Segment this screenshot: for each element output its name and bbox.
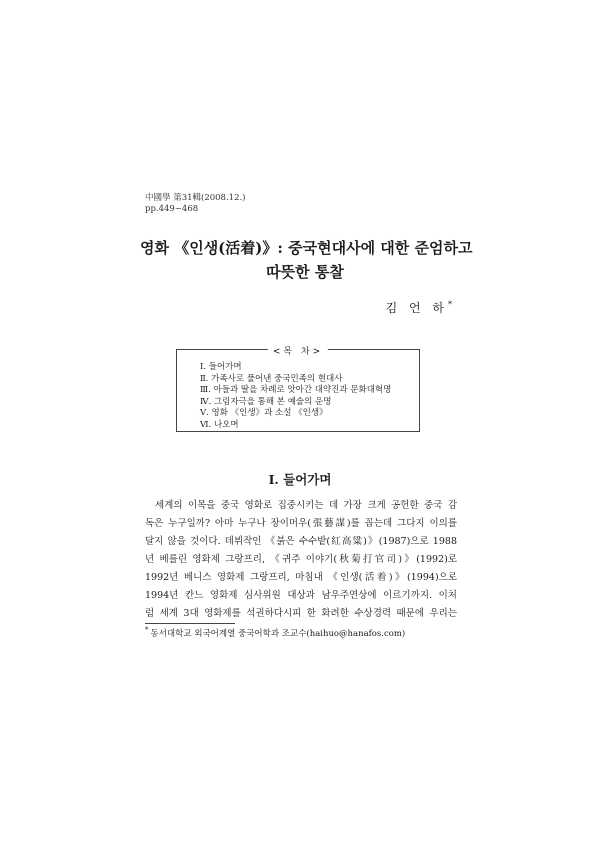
body-line xyxy=(145,533,457,551)
table-of-contents xyxy=(176,349,420,432)
body-line xyxy=(145,587,457,605)
footnote xyxy=(145,626,405,639)
toc-item: Ⅳ. 그림자극을 통해 본 예술의 운명 xyxy=(200,396,332,407)
body-line-text: 세계의 이목을 중국 영화로 집중시키는 데 가장 크게 공헌한 중국 감 xyxy=(155,500,457,511)
title-line-1: 영화 《인생(活着)》: 중국현대사에 대한 준엄하고 xyxy=(140,239,473,257)
toc-item: Ⅵ. 나오며 xyxy=(200,419,239,430)
footnote-text: 동서대학교 외국어계열 중국어학과 조교수(haihuo@hanafos.com) xyxy=(150,628,406,639)
author-footnote-mark: * xyxy=(448,300,452,309)
footnote-divider xyxy=(145,623,235,624)
toc-list xyxy=(200,362,391,431)
body-line-text: 독은 누구일까? 아마 누구나 장이머우(張藝謀)를 꼽는데 그다지 이의를 xyxy=(145,518,457,529)
body-line xyxy=(145,605,457,623)
body-line xyxy=(145,569,457,587)
body-line xyxy=(145,497,457,515)
toc-item: Ⅲ. 아들과 딸을 차례로 앗아간 대약진과 문화대혁명 xyxy=(200,385,392,395)
toc-item: Ⅰ. 들어가며 xyxy=(200,362,242,372)
body-line-text: 럼 세계 3대 영화제를 석권하다시피 한 화려한 수상경력 때문에 우리는 xyxy=(145,608,457,619)
title-line-2: 따뜻한 통찰 xyxy=(266,263,344,281)
author-name: 김 언 하 xyxy=(385,301,448,315)
body-line xyxy=(145,551,457,569)
toc-heading: <목 차> xyxy=(268,344,328,357)
paper-title xyxy=(140,236,473,284)
body-line-text: 1992년 베니스 영화제 그랑프리, 마침내 《인생(活着)》(1994)으로 xyxy=(145,572,457,583)
body-line xyxy=(145,515,457,533)
body-paragraph xyxy=(145,497,457,623)
toc-item: Ⅴ. 영화 《인생》과 소설 《인생》 xyxy=(200,408,328,418)
page-range: pp.449~468 xyxy=(145,204,199,214)
toc-item: Ⅱ. 가족사로 풀어낸 중국민족의 현대사 xyxy=(200,373,343,384)
section-heading: Ⅰ. 들어가며 xyxy=(268,472,332,487)
footnote-mark: * xyxy=(145,626,149,634)
body-line-text: 달지 않을 것이다. 데뷔작인 《붉은 수수밭(紅高粱)》(1987)으로 1988 xyxy=(145,536,457,547)
body-line-text: 년 베를린 영화제 그랑프리, 《귀주 이야기(秋菊打官司)》(1992)로 xyxy=(145,554,457,565)
author xyxy=(386,299,452,316)
journal-header xyxy=(145,193,246,215)
body-line-text: 1994년 칸느 영화제 심사위원 대상과 남우주연상에 이르기까지. 이처 xyxy=(145,590,457,601)
journal-issue: 中國學 第31輯(2008.12.) xyxy=(145,193,246,203)
